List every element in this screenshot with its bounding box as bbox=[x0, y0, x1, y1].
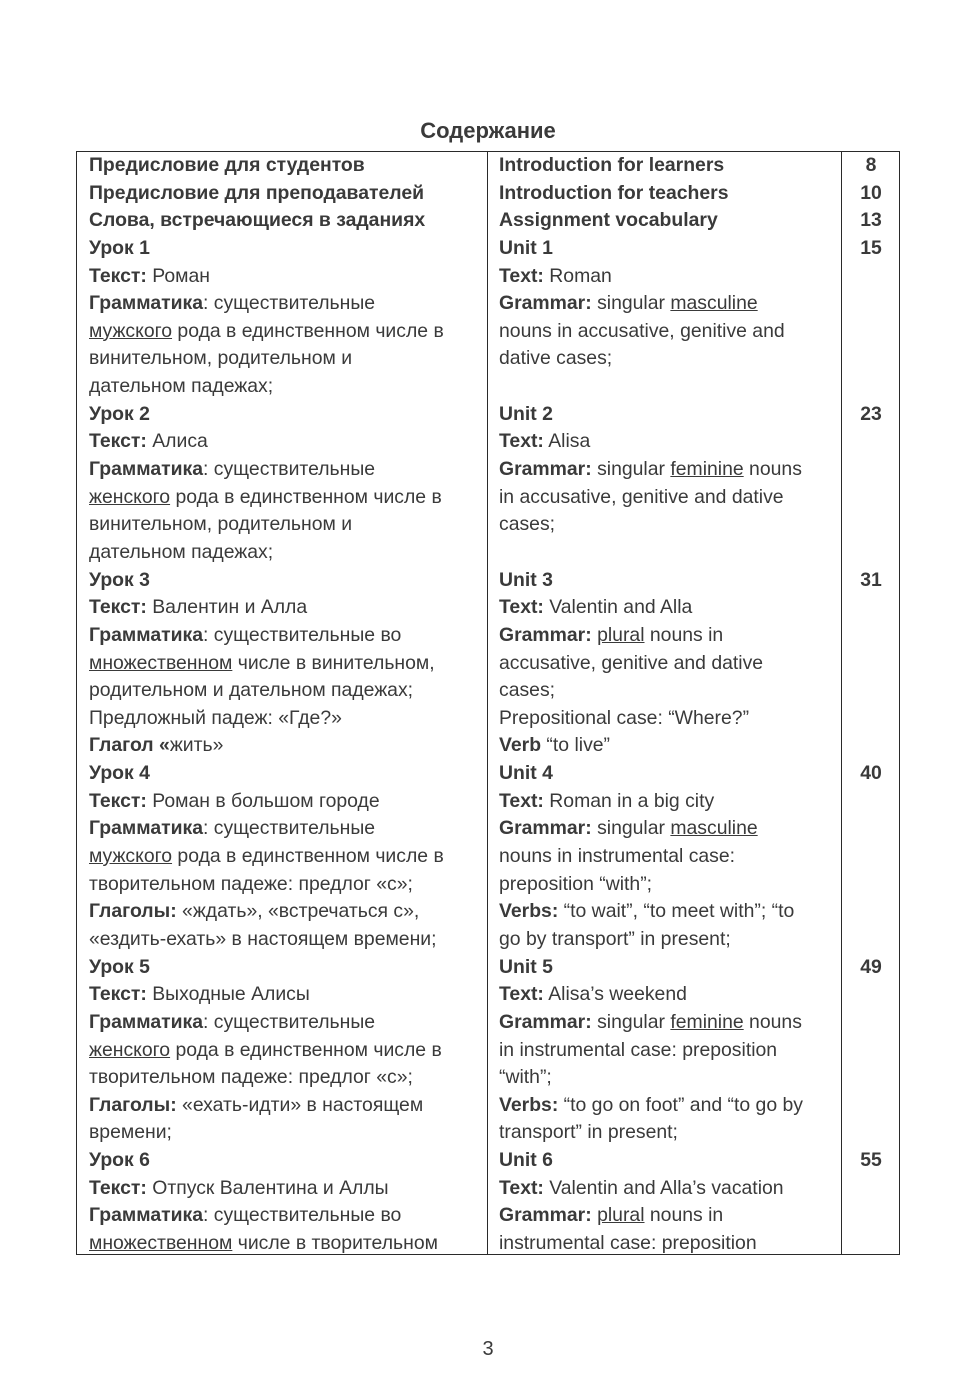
russian-column bbox=[89, 152, 487, 1258]
heading-text: Глагол « bbox=[89, 734, 170, 757]
column-divider bbox=[487, 152, 488, 1254]
entry-text: “to live” bbox=[541, 734, 611, 757]
page-spacer bbox=[842, 594, 900, 622]
heading-text: Глаголы: bbox=[89, 900, 177, 923]
entry-text: Alisa bbox=[543, 430, 591, 453]
entry-text: accusative, genitive and dative bbox=[499, 651, 764, 674]
page-spacer bbox=[842, 1092, 900, 1120]
english-entry-line bbox=[499, 1064, 845, 1092]
underlined-text: мужского bbox=[89, 319, 173, 342]
english-entry-line bbox=[499, 954, 845, 982]
toc-page-number: 13 bbox=[860, 209, 882, 232]
page-number-column bbox=[842, 152, 900, 1258]
toc-page-number: 31 bbox=[860, 568, 882, 591]
russian-entry-line bbox=[89, 788, 487, 816]
russian-entry-line bbox=[89, 926, 487, 954]
english-entry-line bbox=[499, 539, 845, 567]
entry-text: “to go on foot” and “to go by bbox=[558, 1093, 803, 1116]
underlined-text: masculine bbox=[670, 292, 758, 315]
entry-text: Роман bbox=[146, 264, 210, 287]
english-entry-line bbox=[499, 705, 845, 733]
russian-entry-line bbox=[89, 484, 487, 512]
heading-text: Unit 4 bbox=[499, 762, 553, 785]
page-spacer bbox=[842, 622, 900, 650]
russian-entry-line bbox=[89, 180, 487, 208]
entry-text: Валентин и Алла bbox=[146, 596, 308, 619]
english-entry-line bbox=[499, 318, 845, 346]
english-entry-line bbox=[499, 650, 845, 678]
english-entry-line bbox=[499, 373, 845, 401]
english-entry-line bbox=[499, 732, 845, 760]
russian-entry-line bbox=[89, 981, 487, 1009]
russian-entry-line bbox=[89, 594, 487, 622]
russian-entry-line bbox=[89, 1230, 487, 1258]
entry-text: творительном падеже: предлог «с»; bbox=[89, 1066, 413, 1089]
english-entry-line bbox=[499, 152, 845, 180]
heading-text: Текст: bbox=[89, 596, 147, 619]
entry-text: винительном, родительном и bbox=[89, 347, 353, 370]
heading-text: Grammar: bbox=[499, 1204, 592, 1227]
entry-text: Алиса bbox=[146, 430, 208, 453]
page-spacer bbox=[842, 677, 900, 705]
heading-text: Грамматика bbox=[89, 623, 204, 646]
entry-text: : существительные bbox=[203, 292, 376, 315]
english-entry-line bbox=[499, 760, 845, 788]
english-entry-line bbox=[499, 567, 845, 595]
page-spacer bbox=[842, 1009, 900, 1037]
russian-entry-line bbox=[89, 815, 487, 843]
english-entry-line bbox=[499, 511, 845, 539]
underlined-text: женского bbox=[89, 485, 171, 508]
entry-text: жить» bbox=[169, 734, 224, 757]
entry-text: рода в единственном числе в bbox=[170, 485, 442, 508]
english-entry-line bbox=[499, 1147, 845, 1175]
russian-entry-line bbox=[89, 152, 487, 180]
entry-text: числе в творительном bbox=[232, 1231, 438, 1254]
contents-table bbox=[76, 151, 900, 1255]
entry-text: времени; bbox=[89, 1121, 172, 1144]
entry-text: рода в единственном числе в bbox=[172, 319, 444, 342]
page-spacer bbox=[842, 1119, 900, 1147]
english-entry-line bbox=[499, 345, 845, 373]
heading-text: Текст: bbox=[89, 789, 147, 812]
russian-entry-line bbox=[89, 263, 487, 291]
page-spacer bbox=[842, 871, 900, 899]
entry-text: «ждать», «встречаться с», bbox=[176, 900, 420, 923]
page-spacer bbox=[842, 539, 900, 567]
english-entry-line bbox=[499, 622, 845, 650]
heading-text: Текст: bbox=[89, 264, 147, 287]
page-spacer bbox=[842, 650, 900, 678]
english-entry-line bbox=[499, 871, 845, 899]
heading-text: Grammar: bbox=[499, 817, 592, 840]
heading-text: Grammar: bbox=[499, 1010, 592, 1033]
entry-text: singular bbox=[591, 292, 671, 315]
entry-text: “to wait”, “to meet with”; “to bbox=[558, 900, 795, 923]
entry-text: числе в винительном, bbox=[232, 651, 435, 674]
heading-text: Текст: bbox=[89, 430, 147, 453]
russian-entry-line bbox=[89, 677, 487, 705]
heading-text: Урок 5 bbox=[89, 955, 150, 978]
entry-text: nouns in accusative, genitive and bbox=[499, 319, 785, 342]
heading-text: Unit 3 bbox=[499, 568, 553, 591]
english-entry-line bbox=[499, 594, 845, 622]
russian-entry-line bbox=[89, 650, 487, 678]
page-spacer bbox=[842, 898, 900, 926]
entry-text: singular bbox=[591, 1010, 671, 1033]
page-spacer bbox=[842, 732, 900, 760]
entry-text: Prepositional case: “Where?” bbox=[499, 706, 750, 729]
heading-text: Unit 2 bbox=[499, 402, 553, 425]
english-entry-line bbox=[499, 180, 845, 208]
english-entry-line bbox=[499, 263, 845, 291]
russian-entry-line bbox=[89, 1037, 487, 1065]
underlined-text: masculine bbox=[670, 817, 758, 840]
toc-page-number: 23 bbox=[860, 402, 882, 425]
toc-page-number: 8 bbox=[865, 154, 877, 176]
russian-entry-line bbox=[89, 567, 487, 595]
russian-entry-line bbox=[89, 235, 487, 263]
heading-text: Грамматика bbox=[89, 817, 204, 840]
russian-entry-line bbox=[89, 1119, 487, 1147]
heading-text: Assignment vocabulary bbox=[499, 209, 718, 232]
entry-text: preposition “with”; bbox=[499, 872, 653, 895]
page-spacer bbox=[842, 981, 900, 1009]
entry-text: «ехать-идти» в настоящем bbox=[176, 1093, 424, 1116]
underlined-text: feminine bbox=[670, 458, 744, 481]
entry-text: творительном падеже: предлог «с»; bbox=[89, 872, 413, 895]
russian-entry-line bbox=[89, 318, 487, 346]
russian-entry-line bbox=[89, 401, 487, 429]
russian-entry-line bbox=[89, 1092, 487, 1120]
english-entry-line bbox=[499, 981, 845, 1009]
heading-text: Грамматика bbox=[89, 292, 204, 315]
underlined-text: plural bbox=[597, 623, 645, 646]
entry-text: instrumental case: preposition bbox=[499, 1231, 757, 1254]
entry-text: : существительные bbox=[203, 1010, 376, 1033]
russian-entry-line bbox=[89, 732, 487, 760]
english-entry-line bbox=[499, 1119, 845, 1147]
entry-text: «ездить-ехать» в настоящем времени; bbox=[89, 927, 437, 950]
underlined-text: женского bbox=[89, 1038, 171, 1061]
page-spacer bbox=[842, 1064, 900, 1092]
page-spacer bbox=[842, 428, 900, 456]
heading-text: Глаголы: bbox=[89, 1093, 177, 1116]
entry-text: Alisa’s weekend bbox=[543, 983, 687, 1006]
underlined-text: множественном bbox=[89, 1231, 233, 1254]
heading-text: Introduction for teachers bbox=[499, 181, 729, 204]
russian-entry-line bbox=[89, 1202, 487, 1230]
english-entry-line bbox=[499, 428, 845, 456]
entry-text: Роман в большом городе bbox=[146, 789, 380, 812]
entry-text: Valentin and Alla bbox=[543, 596, 693, 619]
heading-text: Unit 1 bbox=[499, 236, 553, 259]
heading-text: Introduction for learners bbox=[499, 154, 725, 176]
page-spacer bbox=[842, 290, 900, 318]
russian-entry-line bbox=[89, 207, 487, 235]
russian-entry-line bbox=[89, 871, 487, 899]
heading-text: Grammar: bbox=[499, 292, 592, 315]
page-spacer bbox=[842, 511, 900, 539]
entry-text: nouns bbox=[743, 458, 802, 481]
page-spacer bbox=[842, 1202, 900, 1230]
russian-entry-line bbox=[89, 373, 487, 401]
russian-entry-line bbox=[89, 539, 487, 567]
heading-text: Text: bbox=[499, 430, 544, 453]
english-entry-line bbox=[499, 456, 845, 484]
entry-text: “with”; bbox=[499, 1066, 552, 1089]
english-entry-line bbox=[499, 843, 845, 871]
entry-text: go by transport” in present; bbox=[499, 927, 731, 950]
heading-text: Verb bbox=[499, 734, 542, 757]
entry-text: nouns in bbox=[644, 623, 724, 646]
heading-text: Урок 6 bbox=[89, 1149, 150, 1172]
toc-page-number: 55 bbox=[860, 1149, 882, 1172]
entry-text: singular bbox=[591, 817, 671, 840]
english-entry-line bbox=[499, 401, 845, 429]
entry-text: винительном, родительном и bbox=[89, 513, 353, 536]
entry-text: Выходные Алисы bbox=[146, 983, 310, 1006]
entry-text: рода в единственном числе в bbox=[170, 1038, 442, 1061]
english-entry-line bbox=[499, 677, 845, 705]
russian-entry-line bbox=[89, 898, 487, 926]
russian-entry-line bbox=[89, 1175, 487, 1203]
english-column bbox=[499, 152, 845, 1258]
heading-text: Текст: bbox=[89, 1176, 147, 1199]
english-entry-line bbox=[499, 1092, 845, 1120]
entry-text: transport” in present; bbox=[499, 1121, 678, 1144]
english-entry-line bbox=[499, 1202, 845, 1230]
entry-text: : существительные bbox=[203, 817, 376, 840]
russian-entry-line bbox=[89, 760, 487, 788]
toc-page-number: 49 bbox=[860, 955, 882, 978]
heading-text: Unit 5 bbox=[499, 955, 553, 978]
heading-text: Text: bbox=[499, 789, 544, 812]
english-entry-line bbox=[499, 898, 845, 926]
english-entry-line bbox=[499, 1230, 845, 1258]
entry-text: дательном падежах; bbox=[89, 375, 274, 398]
english-entry-line bbox=[499, 1175, 845, 1203]
entry-text: Roman bbox=[543, 264, 612, 287]
russian-entry-line bbox=[89, 345, 487, 373]
page-spacer bbox=[842, 788, 900, 816]
english-entry-line bbox=[499, 235, 845, 263]
page-spacer bbox=[842, 1175, 900, 1203]
heading-text: Урок 4 bbox=[89, 762, 150, 785]
page-spacer bbox=[842, 484, 900, 512]
entry-text: Отпуск Валентина и Аллы bbox=[146, 1176, 389, 1199]
entry-text: nouns in bbox=[644, 1204, 724, 1227]
entry-text: in accusative, genitive and dative bbox=[499, 485, 784, 508]
page-spacer bbox=[842, 815, 900, 843]
heading-text: Text: bbox=[499, 596, 544, 619]
english-entry-line bbox=[499, 926, 845, 954]
underlined-text: мужского bbox=[89, 845, 173, 868]
page-spacer bbox=[842, 1230, 900, 1258]
english-entry-line bbox=[499, 1037, 845, 1065]
english-entry-line bbox=[499, 484, 845, 512]
english-entry-line bbox=[499, 815, 845, 843]
entry-text: cases; bbox=[499, 679, 556, 702]
heading-text: Text: bbox=[499, 264, 544, 287]
page-spacer bbox=[842, 345, 900, 373]
entry-text: рода в единственном числе в bbox=[172, 845, 444, 868]
page-spacer bbox=[842, 456, 900, 484]
russian-entry-line bbox=[89, 456, 487, 484]
entry-text: nouns in instrumental case: bbox=[499, 845, 736, 868]
toc-page-number: 40 bbox=[860, 762, 882, 785]
entry-text: : существительные bbox=[203, 458, 376, 481]
underlined-text: feminine bbox=[670, 1010, 744, 1033]
heading-text: Урок 2 bbox=[89, 402, 150, 425]
underlined-text: множественном bbox=[89, 651, 233, 674]
toc-page-number: 10 bbox=[860, 181, 882, 204]
heading-text: Предисловие для студентов bbox=[89, 154, 365, 176]
heading-text: Предисловие для преподавателей bbox=[89, 181, 425, 204]
heading-text: Грамматика bbox=[89, 458, 204, 481]
heading-text: Грамматика bbox=[89, 1010, 204, 1033]
heading-text: Grammar: bbox=[499, 458, 592, 481]
russian-entry-line bbox=[89, 954, 487, 982]
english-entry-line bbox=[499, 290, 845, 318]
page-title: Содержание bbox=[420, 118, 556, 143]
page-number: 3 bbox=[482, 1338, 494, 1360]
russian-entry-line bbox=[89, 1009, 487, 1037]
page-spacer bbox=[842, 705, 900, 733]
heading-text: Грамматика bbox=[89, 1204, 204, 1227]
entry-text: : существительные во bbox=[203, 623, 402, 646]
page-spacer bbox=[842, 843, 900, 871]
russian-entry-line bbox=[89, 428, 487, 456]
entry-text: dative cases; bbox=[499, 347, 613, 370]
underlined-text: plural bbox=[597, 1204, 645, 1227]
entry-text: Roman in a big city bbox=[543, 789, 715, 812]
russian-entry-line bbox=[89, 1147, 487, 1175]
heading-text: Урок 3 bbox=[89, 568, 150, 591]
heading-text: Verbs: bbox=[499, 900, 559, 923]
heading-text: Текст: bbox=[89, 983, 147, 1006]
heading-text: Text: bbox=[499, 1176, 544, 1199]
heading-text: Text: bbox=[499, 983, 544, 1006]
entry-text: : существительные во bbox=[203, 1204, 402, 1227]
page-spacer bbox=[842, 926, 900, 954]
entry-text: Предложный падеж: «Где?» bbox=[89, 706, 342, 729]
page-spacer bbox=[842, 318, 900, 346]
russian-entry-line bbox=[89, 290, 487, 318]
russian-entry-line bbox=[89, 511, 487, 539]
russian-entry-line bbox=[89, 843, 487, 871]
entry-text: дательном падежах; bbox=[89, 540, 274, 563]
page-spacer bbox=[842, 373, 900, 401]
heading-text: Unit 6 bbox=[499, 1149, 553, 1172]
entry-text: nouns bbox=[743, 1010, 802, 1033]
entry-text: in instrumental case: preposition bbox=[499, 1038, 778, 1061]
heading-text: Урок 1 bbox=[89, 236, 150, 259]
english-entry-line bbox=[499, 1009, 845, 1037]
page-spacer bbox=[842, 1037, 900, 1065]
entry-text: cases; bbox=[499, 513, 556, 536]
heading-text: Verbs: bbox=[499, 1093, 559, 1116]
toc-page-number: 15 bbox=[860, 236, 882, 259]
entry-text: Valentin and Alla’s vacation bbox=[543, 1176, 784, 1199]
russian-entry-line bbox=[89, 705, 487, 733]
page-spacer bbox=[842, 263, 900, 291]
entry-text: singular bbox=[591, 458, 671, 481]
russian-entry-line bbox=[89, 1064, 487, 1092]
english-entry-line bbox=[499, 788, 845, 816]
russian-entry-line bbox=[89, 622, 487, 650]
entry-text: родительном и дательном падежах; bbox=[89, 679, 414, 702]
heading-text: Слова, встречающиеся в заданиях bbox=[89, 209, 426, 232]
english-entry-line bbox=[499, 207, 845, 235]
heading-text: Grammar: bbox=[499, 623, 592, 646]
